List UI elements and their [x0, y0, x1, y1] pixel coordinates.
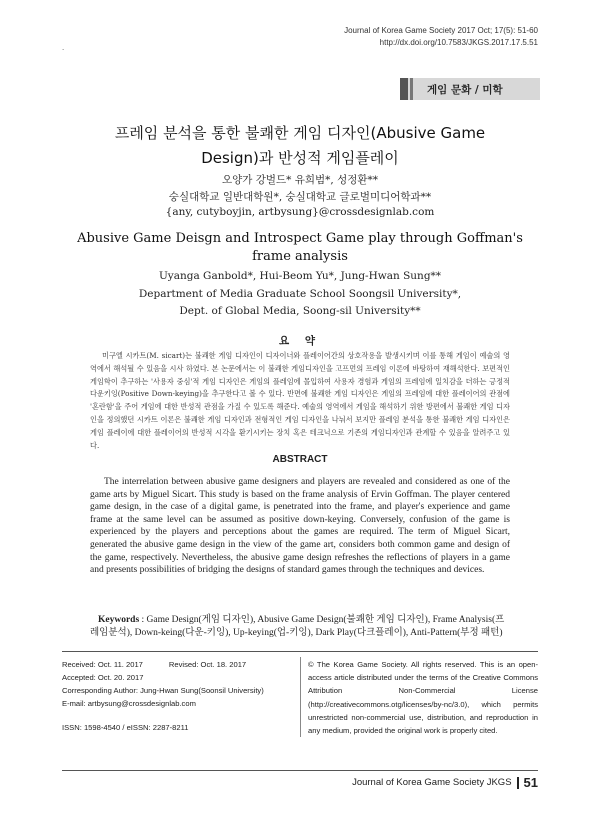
section-tag [400, 78, 540, 100]
journal-citation: Journal of Korea Game Society 2017 Oct; 17(5): 51-60 [344, 26, 538, 35]
title-ko-line1: 프레임 분석을 통한 불쾌한 게임 디자인(Abusive Game [114, 124, 486, 142]
abstract-ko-text: 미구엘 시카트(M. sicart)는 불쾌한 게임 디자인이 디자이너와 플레이어간의 상호작용을 발생시키며 이를 통해 게임이 예술의 영역에서 해석될 수 있음을 시사 하였다. 본 논문에서는 이 불쾌한 게임디자인을 고프먼의 프레임 이론에 바탕하여 재해석한다. 보편적인 게임학이 추구하는 '사용자 중심'적 게임 디자인은 게임의 플레임에 몰입하여 사용자 경험과 게임의 프레임에 일치감을 더하는 긍정적 다운키잉(Positive Down-keying)을 추구한다고 볼 수 있다. 반면에 불쾌한 게임 디자인은 게임의 프레임에 대한 플레이어의 관점에 '혼란함'을 주어 게임에 대한 반성적 관점을 가질 수 있도록 해준다. 예술의 영역에서 게임을 해석하기 위한 방편에서 불쾌한 게임 디자인을 정의했던 시카트 이론은 불쾌한 게임 디자인과 전형적인 게임 디자인을 나눠서 보지만 플레임 분석을 통한 불쾌한 게임 디자인은 게임 플레이에 대한 플레이어의 반성적 시각을 환기시키는 장치 혹은 테크닉으로 기존의 게임디자인과 관계할 수 있음을 알려주고 있다. [90, 351, 510, 450]
title-en-line1: Abusive Game Deisgn and Introspect Game play through Goffman's [77, 231, 523, 246]
page-number: 51 [523, 775, 538, 790]
title-ko-line2: Design)과 반성적 게임플레이 [201, 149, 399, 167]
corresponding-author: Corresponding Author: Jung-Hwan Sung(Soonsil University) [62, 686, 264, 695]
page-footer [352, 775, 538, 790]
author-emails: {any, cutyboyjin, artbysung}@crossdesignlab.com [165, 206, 435, 218]
corner-mark: · [62, 46, 65, 54]
abstract-ko-heading: 요 약 [279, 335, 321, 347]
keywords-text: : Game Design(게임 디자인), Abusive Game Design(불쾌한 게임 디자인), Frame Analysis(프레임분석), Down-keing(다운-키잉), Up-keying(업-키잉), Dark Play(다크플레이), Anti-Pattern(부정 패턴) [90, 615, 505, 638]
received-revised-row [62, 658, 292, 671]
doi-link[interactable]: http://dx.doi.org/10.7583/JKGS.2017.17.5.51 [379, 38, 538, 47]
authors-en: Uyanga Ganbold*, Hui-Beom Yu*, Jung-Hwan Sung** [158, 270, 442, 282]
revised-date: Revised: Oct. 18. 2017 [168, 660, 247, 669]
accepted-date: Accepted: Oct. 20. 2017 [62, 673, 144, 682]
tag-bar-icon [400, 78, 408, 100]
footer-journal-name: Journal of Korea Game Society JKGS [352, 777, 512, 788]
keywords-label: Keywords [98, 615, 140, 625]
received-date: Received: Oct. 11. 2017 [62, 660, 143, 669]
corresponding-email: E-mail: artbysung@crossdesignlab.com [62, 699, 196, 708]
affiliation-en-1: Department of Media Graduate School Soongsil University*, [138, 288, 462, 300]
authors-ko: 오양가 강벌드* 유희범*, 성정환** [221, 174, 379, 186]
footnote-dates [62, 658, 292, 734]
abstract-en-text: The interrelation between abusive game designers and players are revealed and considered as one of the game arts by Miguel Sicart. This study is based on the frame analysis of Ervin Goffman. The player centered game design, in the case of a digital game, is penetrated into the frame, and player's experience and game frame at the same level can be assumed as positive down-keying. Conversely, confusion of the game is experienced by the players and perceptions about the games are required. The term of Miguel Sicart, generated the abusive game design in the view of the game art, considers both common game and design of the game, respectively. Nevertheless, the abusive game design refreshes the reflections of players in a game and presents possibilities of bridging the designs of standard games through the techniques and devices. [90, 477, 510, 576]
license-notice: © The Korea Game Society. All rights reserved. This is an open-access article distributed under the terms of the Creative Commons Attribution Non-Commercial License (http://creativecommons.otg/licenses/by-nc/3.0), which permits unrestricted non-commercial use, distribution, and reproduction in any medium, provided the original work is properly cited. [308, 660, 538, 736]
keywords [90, 614, 510, 639]
affiliation-ko: 숭실대학교 일반대학원*, 숭실대학교 글로벌미디어학과** [168, 191, 432, 203]
issn: ISSN: 1598-4540 / eISSN: 2287-8211 [62, 723, 189, 732]
footer-divider [62, 770, 538, 771]
affiliation-en-2: Dept. of Global Media, Soong-sil University** [179, 305, 421, 317]
section-tag-label: 게임 문화 / 미학 [427, 83, 503, 96]
abstract-en-heading: ABSTRACT [272, 454, 328, 465]
footnote-column-divider [300, 657, 301, 737]
title-en-line2: frame analysis [252, 249, 348, 264]
tag-bar-thin-icon [410, 78, 413, 100]
footnote-divider [62, 651, 538, 652]
footer-separator [517, 777, 519, 789]
